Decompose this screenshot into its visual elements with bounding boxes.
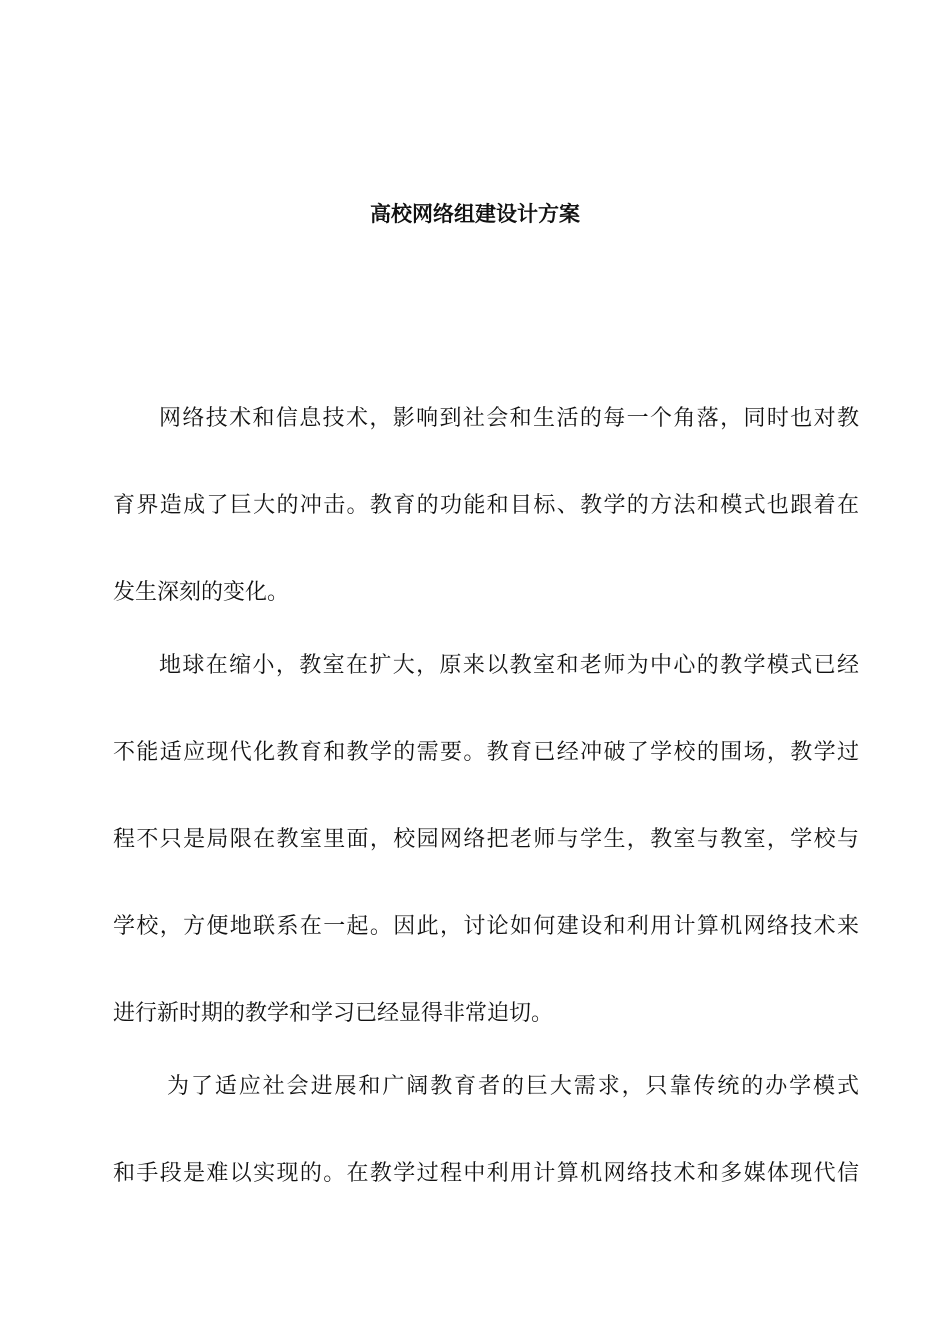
paragraph-line: 网络技术和信息技术，影响到社会和生活的每一个角落，同时也对教 [159,406,859,431]
document-title: 高校网络组建设计方案 [370,202,580,226]
paragraph-line: 育界造成了巨大的冲击。教育的功能和目标、教学的方法和模式也跟着在 [113,493,859,518]
paragraph-line: 程不只是局限在教室里面，校园网络把老师与学生，教室与教室，学校与 [113,827,859,852]
paragraph-line: 发生深刻的变化。 [113,580,290,605]
paragraph-line: 为了适应社会进展和广阔教育者的巨大需求，只靠传统的办学模式 [167,1074,859,1099]
paragraph-line: 和手段是难以实现的。在教学过程中利用计算机网络技术和多媒体现代信 [113,1161,859,1186]
paragraph-line: 不能适应现代化教育和教学的需要。教育已经冲破了学校的围场，教学过 [113,740,859,765]
paragraph-line: 学校，方便地联系在一起。因此，讨论如何建设和利用计算机网络技术来 [113,914,859,939]
paragraph-line: 地球在缩小，教室在扩大，原来以教室和老师为中心的教学模式已经 [159,653,859,678]
paragraph-line: 进行新时期的教学和学习已经显得非常迫切。 [113,1001,554,1026]
